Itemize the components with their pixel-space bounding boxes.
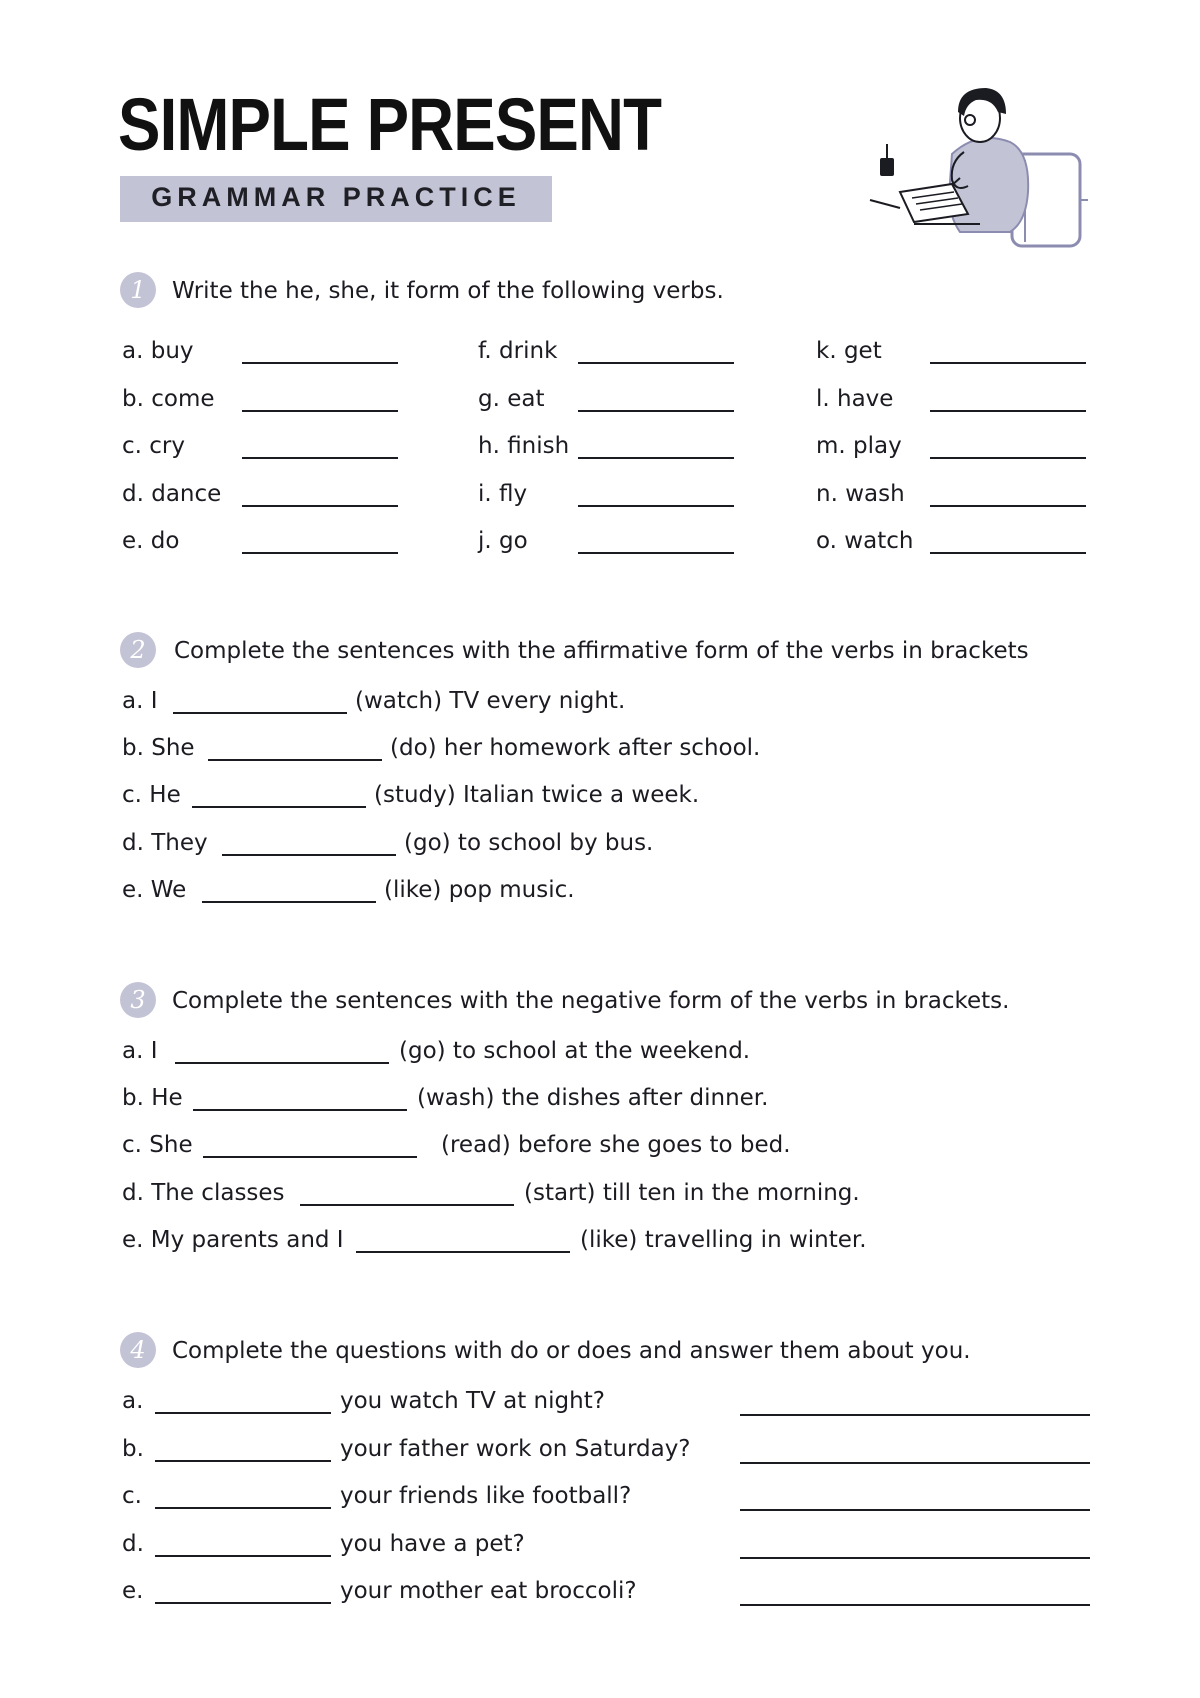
answer-blank[interactable] <box>208 759 382 761</box>
sentence-subject: a. I <box>122 1038 158 1064</box>
sentence-rest: (go) to school by bus. <box>404 830 654 856</box>
verb-item: g. eat <box>478 386 545 412</box>
answer-blank[interactable] <box>930 410 1086 412</box>
sentence-rest: (do) her homework after school. <box>390 735 761 761</box>
answer-blank[interactable] <box>193 1109 407 1111</box>
answer-blank[interactable] <box>175 1062 389 1064</box>
question-letter: c. <box>122 1483 142 1509</box>
verb-item: f. drink <box>478 338 558 364</box>
sentence-rest: (start) till ten in the morning. <box>524 1180 860 1206</box>
section-number-badge: 2 <box>120 632 156 668</box>
answer-blank[interactable] <box>930 552 1086 554</box>
answer-blank[interactable] <box>300 1204 514 1206</box>
section-number-badge: 4 <box>120 1332 156 1368</box>
sentence-rest: (study) Italian twice a week. <box>374 782 700 808</box>
answer-line[interactable] <box>740 1604 1090 1606</box>
answer-blank[interactable] <box>578 362 734 364</box>
sentence-rest: (like) pop music. <box>384 877 575 903</box>
answer-blank[interactable] <box>202 901 376 903</box>
section-instruction: Complete the sentences with the affirmative form of the verbs in brackets <box>174 638 1029 664</box>
sentence-subject: b. He <box>122 1085 183 1111</box>
answer-blank[interactable] <box>930 505 1086 507</box>
section-number-badge: 3 <box>120 982 156 1018</box>
question-letter: a. <box>122 1388 144 1414</box>
verb-item: h. finish <box>478 433 570 459</box>
verb-item: n. wash <box>816 481 905 507</box>
sentence-subject: c. She <box>122 1132 193 1158</box>
question-text: your father work on Saturday? <box>340 1436 691 1462</box>
answer-blank[interactable] <box>356 1251 570 1253</box>
answer-line[interactable] <box>740 1557 1090 1559</box>
section-instruction: Complete the questions with do or does and answer them about you. <box>172 1338 971 1364</box>
page-title: SIMPLE PRESENT <box>118 83 662 166</box>
question-text: you watch TV at night? <box>340 1388 605 1414</box>
sentence-subject: d. The classes <box>122 1180 285 1206</box>
do-does-blank[interactable] <box>155 1602 331 1604</box>
sentence-subject: e. My parents and I <box>122 1227 344 1253</box>
answer-blank[interactable] <box>192 806 366 808</box>
verb-item: d. dance <box>122 481 222 507</box>
verb-item: m. play <box>816 433 902 459</box>
answer-blank[interactable] <box>242 552 398 554</box>
sentence-rest: (read) before she goes to bed. <box>441 1132 791 1158</box>
sentence-subject: e. We <box>122 877 187 903</box>
do-does-blank[interactable] <box>155 1507 331 1509</box>
person-studying-icon <box>860 82 1090 252</box>
verb-item: a. buy <box>122 338 194 364</box>
verb-item: l. have <box>816 386 894 412</box>
do-does-blank[interactable] <box>155 1555 331 1557</box>
answer-blank[interactable] <box>242 362 398 364</box>
section-instruction: Write the he, she, it form of the following verbs. <box>172 278 724 304</box>
question-text: your friends like football? <box>340 1483 632 1509</box>
sentence-rest: (like) travelling in winter. <box>580 1227 867 1253</box>
verb-item: e. do <box>122 528 180 554</box>
sentence-subject: c. He <box>122 782 181 808</box>
answer-blank[interactable] <box>242 505 398 507</box>
section-number-badge: 1 <box>120 272 156 308</box>
question-text: your mother eat broccoli? <box>340 1578 637 1604</box>
answer-blank[interactable] <box>242 410 398 412</box>
verb-item: k. get <box>816 338 882 364</box>
sentence-subject: b. She <box>122 735 195 761</box>
question-letter: e. <box>122 1578 144 1604</box>
answer-blank[interactable] <box>173 712 347 714</box>
answer-blank[interactable] <box>930 362 1086 364</box>
answer-blank[interactable] <box>930 457 1086 459</box>
verb-item: j. go <box>478 528 528 554</box>
verb-item: b. come <box>122 386 215 412</box>
verb-item: c. cry <box>122 433 185 459</box>
answer-blank[interactable] <box>578 410 734 412</box>
sentence-rest: (wash) the dishes after dinner. <box>417 1085 769 1111</box>
answer-blank[interactable] <box>578 505 734 507</box>
sentence-rest: (go) to school at the weekend. <box>399 1038 751 1064</box>
question-letter: b. <box>122 1436 144 1462</box>
answer-line[interactable] <box>740 1462 1090 1464</box>
answer-line[interactable] <box>740 1414 1090 1416</box>
answer-blank[interactable] <box>578 457 734 459</box>
answer-blank[interactable] <box>222 854 396 856</box>
page-subtitle: GRAMMAR PRACTICE <box>151 182 521 212</box>
do-does-blank[interactable] <box>155 1412 331 1414</box>
sentence-subject: a. I <box>122 688 158 714</box>
sentence-rest: (watch) TV every night. <box>355 688 626 714</box>
verb-item: o. watch <box>816 528 914 554</box>
sentence-subject: d. They <box>122 830 208 856</box>
question-letter: d. <box>122 1531 144 1557</box>
answer-blank[interactable] <box>203 1156 417 1158</box>
answer-blank[interactable] <box>578 552 734 554</box>
answer-line[interactable] <box>740 1509 1090 1511</box>
section-instruction: Complete the sentences with the negative form of the verbs in brackets. <box>172 988 1010 1014</box>
question-text: you have a pet? <box>340 1531 525 1557</box>
do-does-blank[interactable] <box>155 1460 331 1462</box>
answer-blank[interactable] <box>242 457 398 459</box>
verb-item: i. fly <box>478 481 528 507</box>
subtitle-banner <box>120 176 552 222</box>
